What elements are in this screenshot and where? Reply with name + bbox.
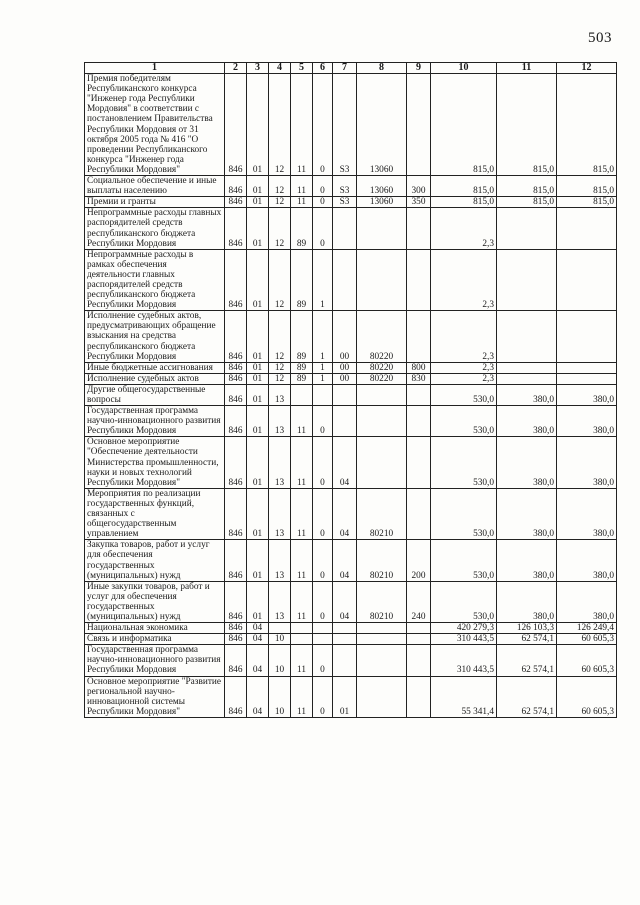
table-row: [85, 311, 617, 362]
ved-code: 846: [225, 311, 247, 362]
col-header: 8: [357, 63, 407, 74]
table-row: [85, 74, 617, 176]
amount-2021: 815,0: [557, 197, 617, 208]
col-header: 10: [431, 63, 497, 74]
ved-code: 846: [225, 540, 247, 581]
table-row: [85, 384, 617, 405]
amount-2019: 530,0: [431, 437, 497, 488]
row-name: Государственная программа научно-инновационного развития Республики Мордовия: [85, 645, 225, 676]
event-code: 04: [333, 581, 357, 622]
subsection-code: 12: [269, 249, 291, 311]
event-code: [333, 208, 357, 249]
subprogram-code: [313, 623, 333, 634]
program-code: [291, 634, 313, 645]
program-code: [291, 623, 313, 634]
amount-2020: 126 103,3: [497, 623, 557, 634]
event-code: 00: [333, 311, 357, 362]
program-code: 11: [291, 676, 313, 717]
amount-2021: [557, 249, 617, 311]
table-row: [85, 373, 617, 384]
amount-2021: 60 605,3: [557, 645, 617, 676]
amount-2020: 815,0: [497, 197, 557, 208]
section-code: 04: [247, 645, 269, 676]
amount-2019: 815,0: [431, 197, 497, 208]
event-code: [333, 645, 357, 676]
expense-type-code: 830: [407, 373, 431, 384]
ved-code: 846: [225, 373, 247, 384]
subsection-code: 12: [269, 373, 291, 384]
subprogram-code: 1: [313, 311, 333, 362]
table-header-row: [85, 63, 617, 74]
amount-2020: 380,0: [497, 488, 557, 539]
program-code: 89: [291, 208, 313, 249]
amount-2020: 62 574,1: [497, 676, 557, 717]
expense-type-code: [407, 676, 431, 717]
subprogram-code: 0: [313, 645, 333, 676]
amount-2021: 126 249,4: [557, 623, 617, 634]
amount-2020: 815,0: [497, 176, 557, 197]
ved-code: 846: [225, 676, 247, 717]
direction-code: 13060: [357, 197, 407, 208]
table-row: [85, 208, 617, 249]
row-name: Иные закупки товаров, работ и услуг для обеспечения государственных (муниципальных) нужд: [85, 581, 225, 622]
subprogram-code: 0: [313, 406, 333, 437]
row-name: Премии и гранты: [85, 197, 225, 208]
program-code: [291, 384, 313, 405]
event-code: 01: [333, 676, 357, 717]
amount-2021: 60 605,3: [557, 634, 617, 645]
subsection-code: 10: [269, 645, 291, 676]
direction-code: [357, 634, 407, 645]
row-name: Премия победителям Республиканского конкурса "Инженер года Республики Мордовия" в соответствии с постановлением Правительства Республики Мордовия от 31 октября 2005 года № 416 "О проведении Республиканского конкурса "Инженер года Республики Мордовия": [85, 74, 225, 176]
amount-2020: [497, 311, 557, 362]
expense-type-code: [407, 311, 431, 362]
table-row: [85, 488, 617, 539]
event-code: 04: [333, 437, 357, 488]
amount-2019: 530,0: [431, 540, 497, 581]
amount-2019: 2,3: [431, 249, 497, 311]
table-row: [85, 540, 617, 581]
amount-2020: 380,0: [497, 437, 557, 488]
amount-2020: 62 574,1: [497, 634, 557, 645]
section-code: 01: [247, 208, 269, 249]
program-code: 11: [291, 488, 313, 539]
col-header: 2: [225, 63, 247, 74]
col-header: 9: [407, 63, 431, 74]
direction-code: [357, 645, 407, 676]
expense-type-code: [407, 406, 431, 437]
amount-2021: [557, 311, 617, 362]
ved-code: 846: [225, 406, 247, 437]
expense-type-code: 300: [407, 176, 431, 197]
direction-code: 80220: [357, 311, 407, 362]
subsection-code: 12: [269, 197, 291, 208]
direction-code: 80220: [357, 373, 407, 384]
amount-2021: [557, 208, 617, 249]
amount-2021: 380,0: [557, 540, 617, 581]
ved-code: 846: [225, 437, 247, 488]
event-code: [333, 634, 357, 645]
subprogram-code: 0: [313, 676, 333, 717]
event-code: 04: [333, 540, 357, 581]
ved-code: 846: [225, 581, 247, 622]
program-code: 11: [291, 645, 313, 676]
subsection-code: 10: [269, 634, 291, 645]
direction-code: [357, 437, 407, 488]
program-code: 11: [291, 437, 313, 488]
event-code: [333, 406, 357, 437]
section-code: 01: [247, 197, 269, 208]
ved-code: 846: [225, 176, 247, 197]
amount-2020: 62 574,1: [497, 645, 557, 676]
section-code: 01: [247, 540, 269, 581]
ved-code: 846: [225, 384, 247, 405]
table-row: [85, 676, 617, 717]
amount-2019: 2,3: [431, 311, 497, 362]
row-name: Социальное обеспечение и иные выплаты населению: [85, 176, 225, 197]
subsection-code: 12: [269, 311, 291, 362]
subprogram-code: [313, 384, 333, 405]
direction-code: [357, 676, 407, 717]
expense-type-code: [407, 384, 431, 405]
amount-2019: 2,3: [431, 373, 497, 384]
direction-code: [357, 249, 407, 311]
subsection-code: 10: [269, 676, 291, 717]
col-header: 6: [313, 63, 333, 74]
row-name: Основное мероприятие "Обеспечение деятельности Министерства промышленности, науки и новых технологий Республики Мордовия": [85, 437, 225, 488]
direction-code: 80210: [357, 581, 407, 622]
section-code: 01: [247, 176, 269, 197]
program-code: 89: [291, 311, 313, 362]
subsection-code: 13: [269, 488, 291, 539]
table-row: [85, 406, 617, 437]
amount-2020: 815,0: [497, 74, 557, 176]
table-row: [85, 623, 617, 634]
direction-code: [357, 384, 407, 405]
event-code: S3: [333, 176, 357, 197]
ved-code: 846: [225, 645, 247, 676]
row-name: Исполнение судебных актов: [85, 373, 225, 384]
ved-code: 846: [225, 197, 247, 208]
expense-type-code: 800: [407, 362, 431, 373]
subprogram-code: [313, 634, 333, 645]
table-row: [85, 362, 617, 373]
table-body: [85, 74, 617, 718]
col-header: 11: [497, 63, 557, 74]
section-code: 01: [247, 488, 269, 539]
subsection-code: 13: [269, 540, 291, 581]
subsection-code: 12: [269, 362, 291, 373]
subsection-code: 13: [269, 384, 291, 405]
amount-2019: 530,0: [431, 406, 497, 437]
event-code: S3: [333, 74, 357, 176]
subsection-code: 12: [269, 74, 291, 176]
expense-type-code: [407, 623, 431, 634]
program-code: 11: [291, 74, 313, 176]
amount-2019: 530,0: [431, 384, 497, 405]
program-code: 89: [291, 362, 313, 373]
event-code: 00: [333, 362, 357, 373]
amount-2020: 380,0: [497, 540, 557, 581]
row-name: Иные бюджетные ассигнования: [85, 362, 225, 373]
amount-2019: 2,3: [431, 208, 497, 249]
budget-table: [84, 62, 617, 718]
amount-2019: 530,0: [431, 488, 497, 539]
direction-code: 80210: [357, 540, 407, 581]
event-code: [333, 249, 357, 311]
table-row: [85, 634, 617, 645]
subprogram-code: 0: [313, 74, 333, 176]
section-code: 01: [247, 437, 269, 488]
ved-code: 846: [225, 74, 247, 176]
amount-2020: [497, 373, 557, 384]
table-row: [85, 176, 617, 197]
subsection-code: 13: [269, 581, 291, 622]
expense-type-code: [407, 645, 431, 676]
ved-code: 846: [225, 634, 247, 645]
amount-2020: [497, 362, 557, 373]
row-name: Связь и информатика: [85, 634, 225, 645]
amount-2021: [557, 373, 617, 384]
direction-code: 13060: [357, 176, 407, 197]
expense-type-code: [407, 634, 431, 645]
amount-2019: 530,0: [431, 581, 497, 622]
col-header: 4: [269, 63, 291, 74]
section-code: 01: [247, 74, 269, 176]
amount-2019: 2,3: [431, 362, 497, 373]
table-row: [85, 197, 617, 208]
subprogram-code: 0: [313, 176, 333, 197]
program-code: 89: [291, 373, 313, 384]
row-name: Закупка товаров, работ и услуг для обеспечения государственных (муниципальных) нужд: [85, 540, 225, 581]
ved-code: 846: [225, 488, 247, 539]
row-name: Другие общегосударственные вопросы: [85, 384, 225, 405]
subprogram-code: 0: [313, 540, 333, 581]
amount-2020: [497, 208, 557, 249]
program-code: 11: [291, 176, 313, 197]
row-name: Национальная экономика: [85, 623, 225, 634]
amount-2019: 310 443,5: [431, 634, 497, 645]
row-name: Мероприятия по реализации государственных функций, связанных с общегосударственным управлением: [85, 488, 225, 539]
amount-2021: 380,0: [557, 406, 617, 437]
amount-2019: 815,0: [431, 74, 497, 176]
program-code: 11: [291, 540, 313, 581]
section-code: 04: [247, 634, 269, 645]
event-code: [333, 623, 357, 634]
ved-code: 846: [225, 362, 247, 373]
amount-2021: 380,0: [557, 437, 617, 488]
event-code: 04: [333, 488, 357, 539]
subprogram-code: 0: [313, 208, 333, 249]
table-row: [85, 249, 617, 311]
col-header: 1: [85, 63, 225, 74]
subprogram-code: 0: [313, 197, 333, 208]
amount-2021: 815,0: [557, 74, 617, 176]
amount-2020: 380,0: [497, 581, 557, 622]
page-number: 503: [588, 30, 612, 46]
subprogram-code: 0: [313, 581, 333, 622]
section-code: 01: [247, 406, 269, 437]
direction-code: 13060: [357, 74, 407, 176]
table-row: [85, 645, 617, 676]
section-code: 01: [247, 362, 269, 373]
amount-2019: 55 341,4: [431, 676, 497, 717]
section-code: 01: [247, 384, 269, 405]
ved-code: 846: [225, 208, 247, 249]
direction-code: [357, 208, 407, 249]
section-code: 04: [247, 623, 269, 634]
section-code: 01: [247, 581, 269, 622]
expense-type-code: [407, 208, 431, 249]
table-row: [85, 581, 617, 622]
ved-code: 846: [225, 249, 247, 311]
subsection-code: 13: [269, 437, 291, 488]
event-code: 00: [333, 373, 357, 384]
expense-type-code: [407, 437, 431, 488]
section-code: 01: [247, 311, 269, 362]
expense-type-code: 350: [407, 197, 431, 208]
table-row: [85, 437, 617, 488]
amount-2021: 815,0: [557, 176, 617, 197]
ved-code: 846: [225, 623, 247, 634]
program-code: 11: [291, 197, 313, 208]
expense-type-code: [407, 74, 431, 176]
row-name: Непрограммные расходы главных распорядителей средств республиканского бюджета Республики Мордовия: [85, 208, 225, 249]
direction-code: 80210: [357, 488, 407, 539]
subprogram-code: 1: [313, 373, 333, 384]
subprogram-code: 1: [313, 249, 333, 311]
amount-2021: 380,0: [557, 488, 617, 539]
amount-2019: 420 279,3: [431, 623, 497, 634]
amount-2021: 60 605,3: [557, 676, 617, 717]
section-code: 04: [247, 676, 269, 717]
program-code: 11: [291, 406, 313, 437]
col-header: 12: [557, 63, 617, 74]
amount-2021: [557, 362, 617, 373]
direction-code: [357, 406, 407, 437]
col-header: 5: [291, 63, 313, 74]
subsection-code: [269, 623, 291, 634]
direction-code: [357, 623, 407, 634]
expense-type-code: 200: [407, 540, 431, 581]
amount-2021: 380,0: [557, 384, 617, 405]
expense-type-code: 240: [407, 581, 431, 622]
direction-code: 80220: [357, 362, 407, 373]
program-code: 89: [291, 249, 313, 311]
col-header: 7: [333, 63, 357, 74]
amount-2020: [497, 249, 557, 311]
expense-type-code: [407, 249, 431, 311]
row-name: Основное мероприятие "Развитие региональной научно-инновационной системы Республики Мордовия": [85, 676, 225, 717]
subprogram-code: 0: [313, 437, 333, 488]
amount-2019: 310 443,5: [431, 645, 497, 676]
event-code: [333, 384, 357, 405]
row-name: Государственная программа научно-инновационного развития Республики Мордовия: [85, 406, 225, 437]
subprogram-code: 0: [313, 488, 333, 539]
section-code: 01: [247, 373, 269, 384]
amount-2020: 380,0: [497, 406, 557, 437]
subprogram-code: 1: [313, 362, 333, 373]
amount-2021: 380,0: [557, 581, 617, 622]
subsection-code: 12: [269, 208, 291, 249]
section-code: 01: [247, 249, 269, 311]
expense-type-code: [407, 488, 431, 539]
subsection-code: 12: [269, 176, 291, 197]
subsection-code: 13: [269, 406, 291, 437]
program-code: 11: [291, 581, 313, 622]
amount-2019: 815,0: [431, 176, 497, 197]
col-header: 3: [247, 63, 269, 74]
row-name: Исполнение судебных актов, предусматривающих обращение взыскания на средства республиканского бюджета Республики Мордовия: [85, 311, 225, 362]
row-name: Непрограммные расходы в рамках обеспечения деятельности главных распорядителей средств республиканского бюджета Республики Мордовия: [85, 249, 225, 311]
amount-2020: 380,0: [497, 384, 557, 405]
event-code: S3: [333, 197, 357, 208]
